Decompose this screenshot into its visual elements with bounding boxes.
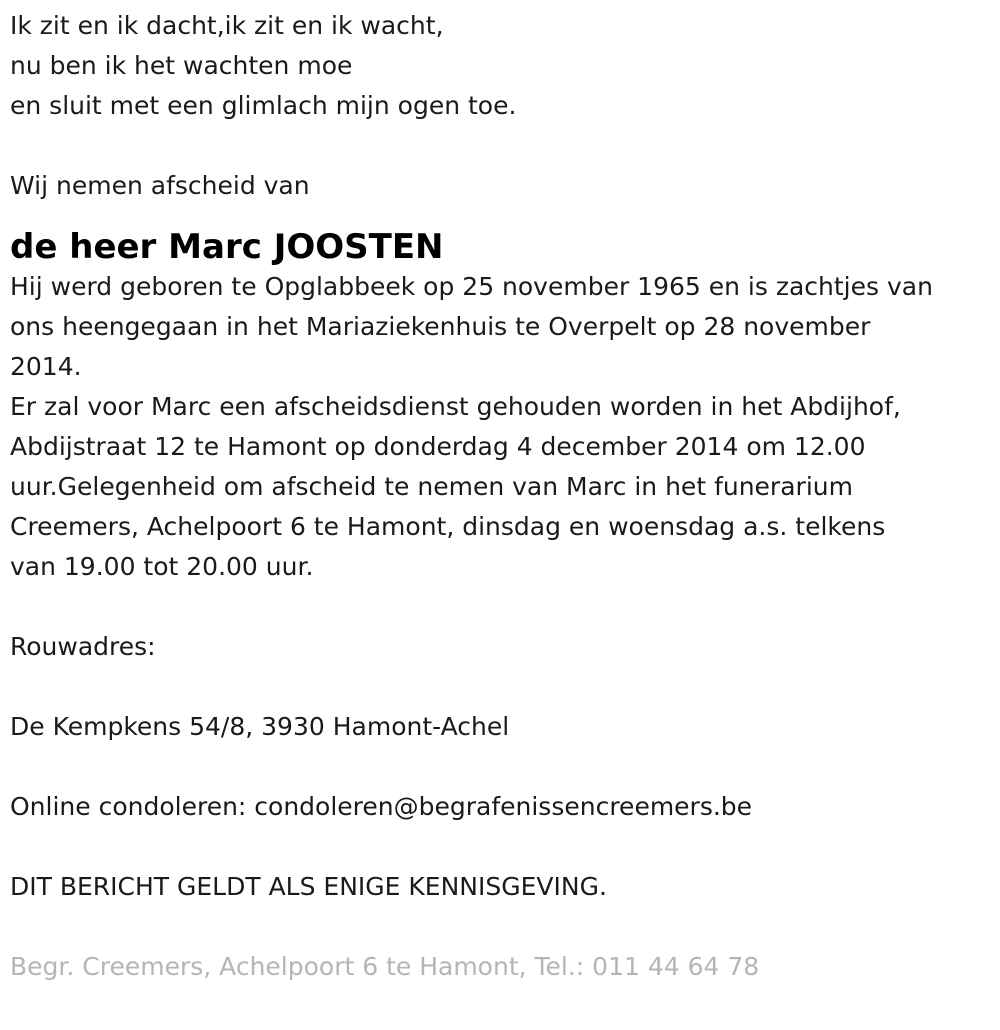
body-line: Abdijstraat 12 te Hamont op donderdag 4 december 2014 om 12.00 <box>10 432 866 461</box>
notice-body <box>10 267 995 587</box>
mourning-address: De Kempkens 54/8, 3930 Hamont-Achel <box>10 712 510 741</box>
obituary-notice <box>10 6 995 987</box>
poem-line: nu ben ik het wachten moe <box>10 51 353 80</box>
mourning-address-label: Rouwadres: <box>10 632 156 661</box>
body-line: Creemers, Achelpoort 6 te Hamont, dinsdag en woensdag a.s. telkens <box>10 512 886 541</box>
spacer <box>10 747 995 787</box>
poem-line: en sluit met een glimlach mijn ogen toe. <box>10 91 517 120</box>
body-line: ons heengegaan in het Mariaziekenhuis te Overpelt op 28 november <box>10 312 871 341</box>
official-notice: DIT BERICHT GELDT ALS ENIGE KENNISGEVING. <box>10 872 607 901</box>
poem-line: Ik zit en ik dacht,ik zit en ik wacht, <box>10 11 444 40</box>
spacer <box>10 907 995 947</box>
intro-text: Wij nemen afscheid van <box>10 171 310 200</box>
body-line: van 19.00 tot 20.00 uur. <box>10 552 314 581</box>
poem <box>10 6 995 126</box>
body-line: Hij werd geboren te Opglabbeek op 25 november 1965 en is zachtjes van <box>10 272 933 301</box>
body-line: 2014. <box>10 352 82 381</box>
body-line: Er zal voor Marc een afscheidsdienst gehouden worden in het Abdijhof, <box>10 392 901 421</box>
condolence-line: Online condoleren: condoleren@begrafenissencreemers.be <box>10 792 753 821</box>
spacer <box>10 126 995 166</box>
spacer <box>10 587 995 627</box>
funeral-home-footer: Begr. Creemers, Achelpoort 6 te Hamont, Tel.: 011 44 64 78 <box>10 952 760 981</box>
spacer <box>10 667 995 707</box>
body-line: uur.Gelegenheid om afscheid te nemen van Marc in het funerarium <box>10 472 853 501</box>
spacer <box>10 827 995 867</box>
deceased-name: de heer Marc JOOSTEN <box>10 227 444 267</box>
